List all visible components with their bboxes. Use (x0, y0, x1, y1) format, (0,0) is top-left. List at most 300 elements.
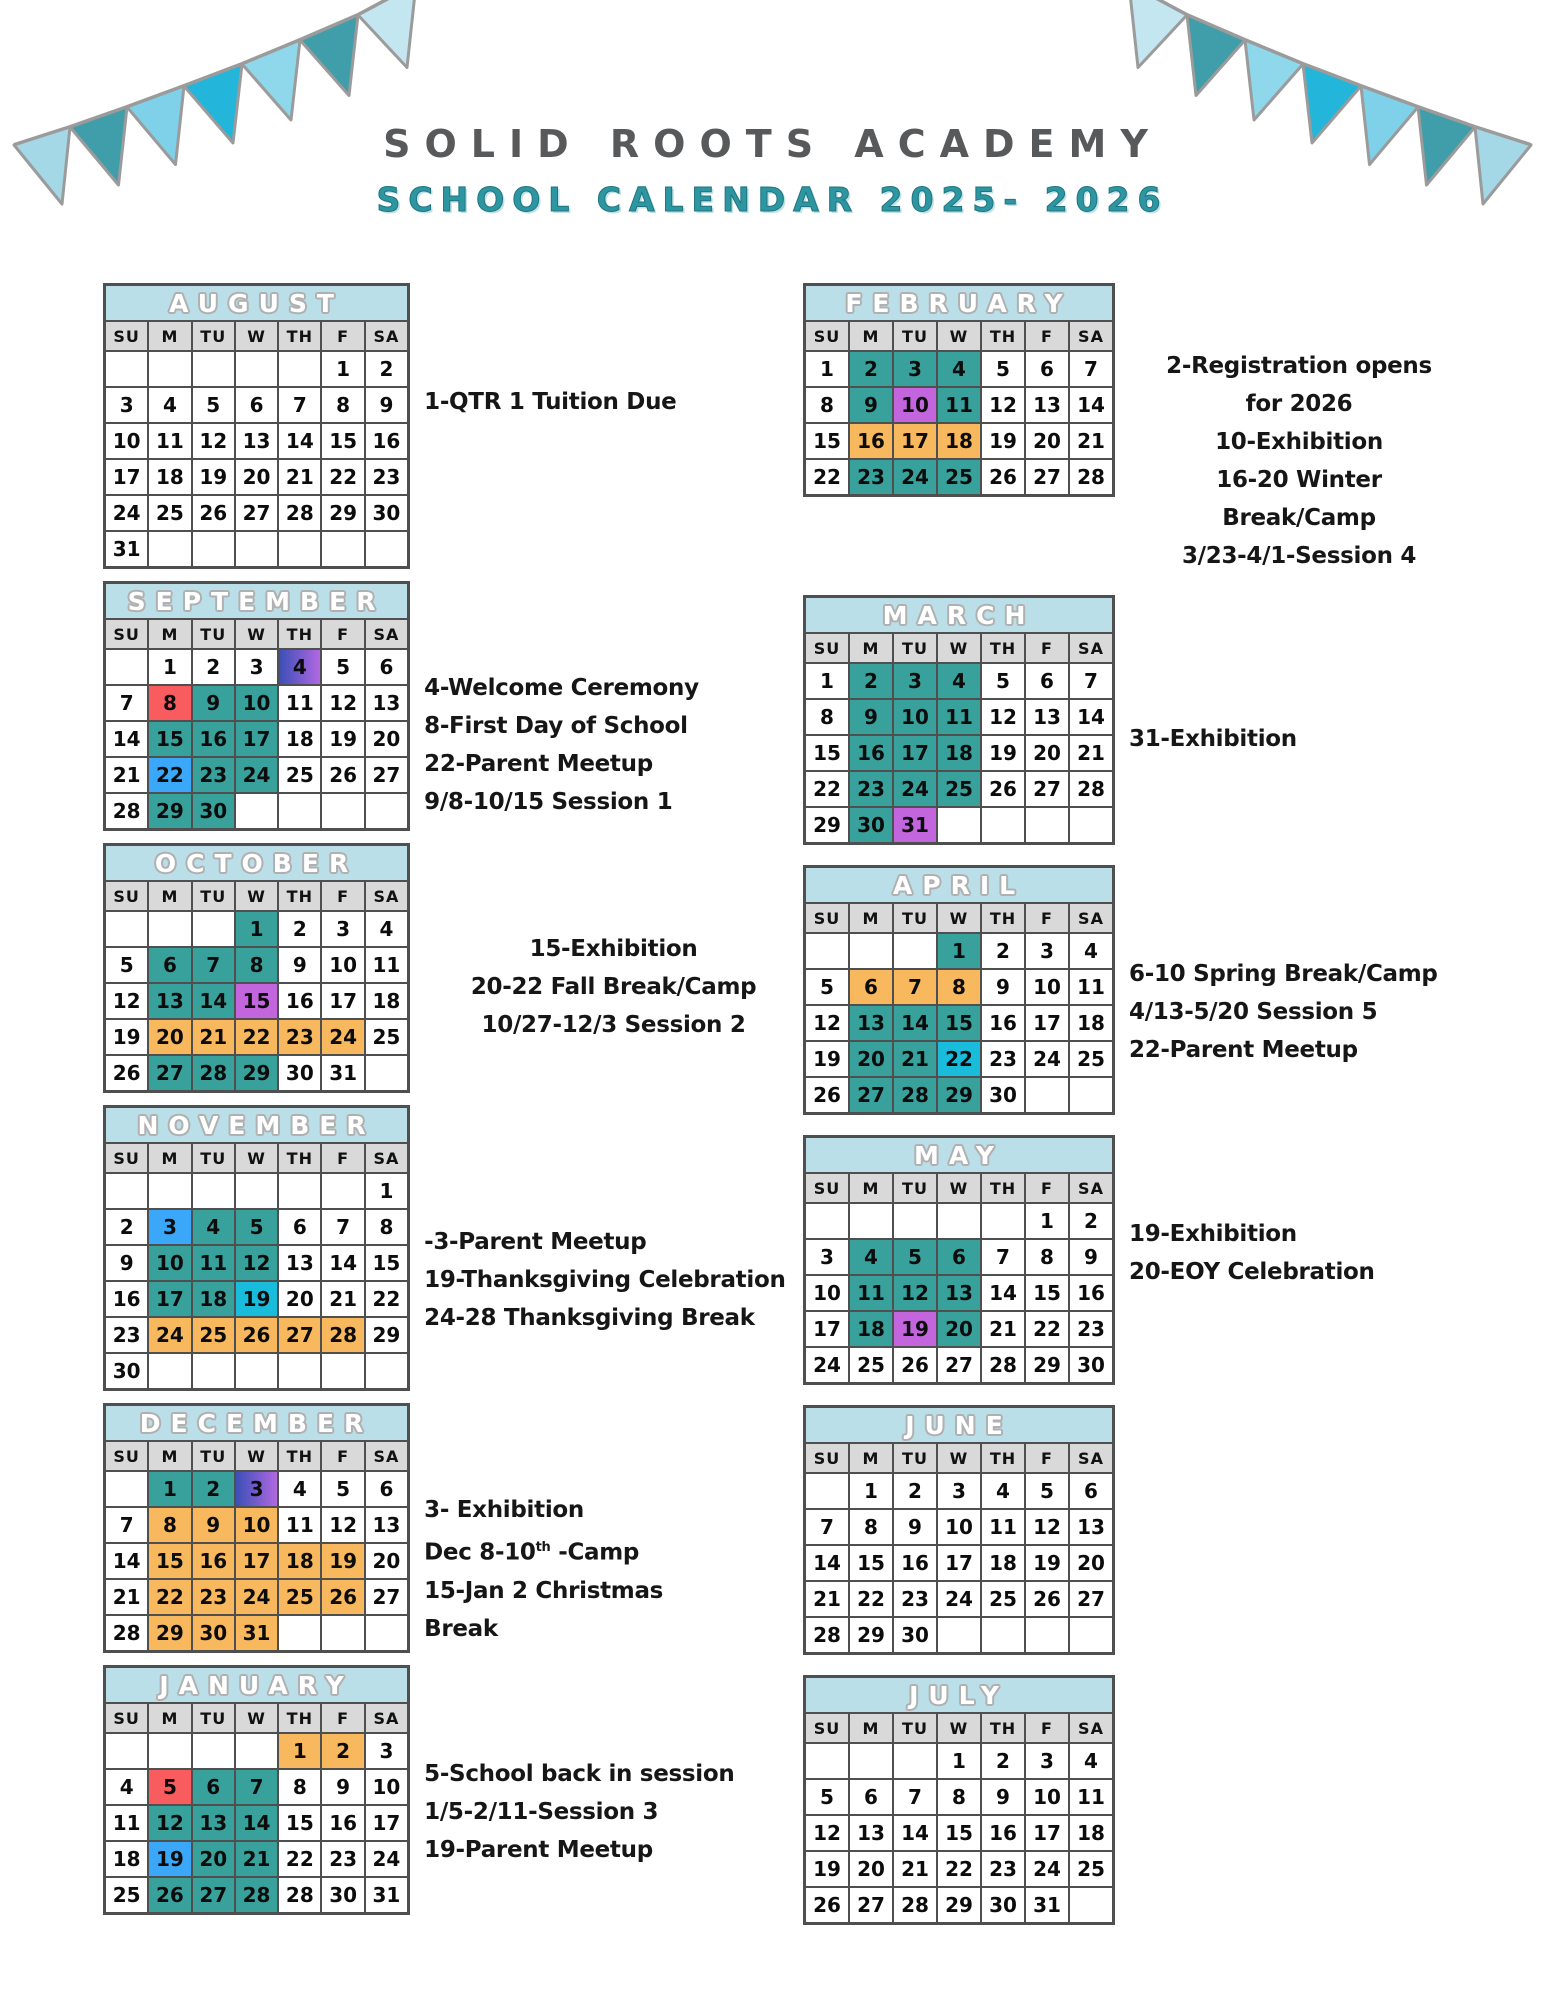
empty-day-cell (1069, 1617, 1114, 1654)
day-cell: 11 (981, 1509, 1025, 1545)
day-cell: 23 (321, 1841, 364, 1877)
month-april (803, 865, 1469, 1115)
annotation-line: 15-Exhibition (529, 936, 698, 962)
weekday-header: SU (105, 321, 149, 351)
day-cell: 13 (192, 1805, 235, 1841)
day-cell: 27 (365, 757, 409, 793)
annotation-line: 8-First Day of School (424, 713, 688, 739)
empty-day-cell (937, 1203, 981, 1239)
day-cell: 20 (1025, 423, 1069, 459)
day-cell: 16 (365, 423, 409, 459)
weekday-header: SA (365, 1441, 409, 1471)
month-november (103, 1105, 803, 1391)
day-cell: 11 (1069, 1779, 1114, 1815)
month-title: JANUARY (105, 1667, 409, 1704)
day-cell: 31 (105, 531, 149, 568)
day-cell: 4 (278, 1471, 321, 1507)
empty-day-cell (893, 1203, 937, 1239)
day-cell: 14 (321, 1245, 364, 1281)
month-annotations (424, 669, 803, 821)
day-cell: 2 (278, 911, 321, 947)
day-cell: 21 (235, 1841, 278, 1877)
empty-day-cell (1025, 807, 1069, 844)
day-cell: 20 (278, 1281, 321, 1317)
day-cell: 7 (893, 969, 937, 1005)
day-cell: 8 (148, 1507, 191, 1543)
day-cell: 15 (805, 735, 850, 771)
weekday-header: M (148, 1143, 191, 1173)
day-cell: 23 (278, 1019, 321, 1055)
day-cell: 11 (192, 1245, 235, 1281)
day-cell: 8 (937, 1779, 981, 1815)
day-cell: 9 (278, 947, 321, 983)
day-cell: 19 (105, 1019, 149, 1055)
empty-day-cell (805, 1743, 850, 1779)
month-annotations (1129, 347, 1469, 575)
day-cell: 13 (365, 1507, 409, 1543)
day-cell: 14 (278, 423, 321, 459)
weekday-header: SA (1069, 633, 1114, 663)
day-cell: 22 (148, 1579, 191, 1615)
annotation-line: for 2026 (1245, 391, 1353, 417)
day-cell: 20 (192, 1841, 235, 1877)
day-cell: 24 (1025, 1851, 1069, 1887)
day-cell: 2 (321, 1733, 364, 1769)
day-cell: 11 (278, 685, 321, 721)
empty-day-cell (893, 1743, 937, 1779)
month-annotations (1129, 1215, 1469, 1291)
day-cell: 4 (1069, 933, 1114, 969)
weekday-header: TU (192, 1441, 235, 1471)
day-cell: 14 (1069, 387, 1114, 423)
day-cell: 22 (937, 1851, 981, 1887)
day-cell: 12 (321, 685, 364, 721)
day-cell: 10 (235, 1507, 278, 1543)
day-cell: 2 (1069, 1203, 1114, 1239)
day-cell: 2 (105, 1209, 149, 1245)
weekday-header: W (937, 1173, 981, 1203)
annotation-line: 24-28 Thanksgiving Break (424, 1305, 755, 1331)
month-title: DECEMBER (105, 1405, 409, 1442)
day-cell: 16 (849, 735, 893, 771)
day-cell: 5 (981, 351, 1025, 387)
day-cell: 17 (365, 1805, 409, 1841)
day-cell: 18 (148, 459, 191, 495)
day-cell: 28 (321, 1317, 364, 1353)
day-cell: 8 (805, 387, 850, 423)
page-title: SOLID ROOTS ACADEMY (383, 122, 1162, 166)
weekday-header: TH (278, 881, 321, 911)
day-cell: 19 (235, 1281, 278, 1317)
month-annotations (424, 1223, 803, 1337)
day-cell: 29 (937, 1887, 981, 1924)
weekday-header: M (849, 1173, 893, 1203)
annotation-line: 19-Thanksgiving Celebration (424, 1267, 786, 1293)
empty-day-cell (148, 1733, 191, 1769)
weekday-header: M (849, 1443, 893, 1473)
day-cell: 16 (192, 721, 235, 757)
annotation-line: 6-10 Spring Break/Camp (1129, 961, 1438, 987)
weekday-header: M (148, 881, 191, 911)
weekday-header: SU (105, 881, 149, 911)
annotation-line: 15-Jan 2 Christmas (424, 1577, 664, 1604)
day-cell: 6 (365, 649, 409, 685)
weekday-header: W (235, 619, 278, 649)
day-cell: 15 (365, 1245, 409, 1281)
day-cell: 5 (235, 1209, 278, 1245)
day-cell: 22 (148, 757, 191, 793)
empty-day-cell (893, 933, 937, 969)
day-cell: 1 (365, 1173, 409, 1209)
weekday-header: M (148, 321, 191, 351)
annotation-line: Break/Camp (1222, 505, 1376, 531)
day-cell: 14 (235, 1805, 278, 1841)
day-cell: 3 (321, 911, 364, 947)
empty-day-cell (192, 1733, 235, 1769)
month-title: NOVEMBER (105, 1107, 409, 1144)
day-cell: 26 (805, 1887, 850, 1924)
month-october (103, 843, 803, 1093)
day-cell: 30 (192, 1615, 235, 1652)
day-cell: 7 (1069, 663, 1114, 699)
calendar-column-left (103, 283, 803, 1915)
calendar-table-december (103, 1403, 410, 1653)
day-cell: 28 (893, 1887, 937, 1924)
day-cell: 3 (365, 1733, 409, 1769)
empty-day-cell (1069, 807, 1114, 844)
day-cell: 26 (893, 1347, 937, 1384)
weekday-header: TU (192, 1703, 235, 1733)
day-cell: 7 (278, 387, 321, 423)
day-cell: 7 (981, 1239, 1025, 1275)
weekday-header: SU (805, 633, 850, 663)
day-cell: 19 (192, 459, 235, 495)
day-cell: 13 (937, 1275, 981, 1311)
day-cell: 29 (321, 495, 364, 531)
day-cell: 6 (235, 387, 278, 423)
day-cell: 8 (937, 969, 981, 1005)
month-title: MARCH (805, 597, 1114, 634)
day-cell: 13 (278, 1245, 321, 1281)
empty-day-cell (192, 351, 235, 387)
day-cell: 21 (105, 1579, 149, 1615)
day-cell: 28 (1069, 459, 1114, 496)
empty-day-cell (321, 793, 364, 830)
day-cell: 1 (235, 911, 278, 947)
day-cell: 10 (148, 1245, 191, 1281)
month-annotations (1129, 955, 1469, 1069)
day-cell: 1 (805, 351, 850, 387)
day-cell: 15 (849, 1545, 893, 1581)
day-cell: 27 (192, 1877, 235, 1914)
day-cell: 21 (105, 757, 149, 793)
empty-day-cell (148, 351, 191, 387)
day-cell: 30 (981, 1887, 1025, 1924)
day-cell: 7 (235, 1769, 278, 1805)
empty-day-cell (278, 1173, 321, 1209)
day-cell: 2 (849, 351, 893, 387)
day-cell: 12 (805, 1815, 850, 1851)
day-cell: 28 (105, 1615, 149, 1652)
day-cell: 18 (937, 423, 981, 459)
empty-day-cell (148, 1353, 191, 1390)
day-cell: 18 (105, 1841, 149, 1877)
annotation-line: 19-Parent Meetup (424, 1837, 653, 1863)
day-cell: 20 (235, 459, 278, 495)
day-cell: 29 (365, 1317, 409, 1353)
weekday-header: F (1025, 1713, 1069, 1743)
day-cell: 30 (278, 1055, 321, 1092)
day-cell: 12 (321, 1507, 364, 1543)
weekday-header: M (148, 1703, 191, 1733)
day-cell: 3 (805, 1239, 850, 1275)
day-cell: 1 (148, 649, 191, 685)
day-cell: 4 (937, 351, 981, 387)
weekday-header: SU (805, 1443, 850, 1473)
day-cell: 29 (148, 793, 191, 830)
day-cell: 22 (937, 1041, 981, 1077)
day-cell: 20 (937, 1311, 981, 1347)
weekday-header: TU (893, 1173, 937, 1203)
weekday-header: SU (805, 1713, 850, 1743)
day-cell: 10 (105, 423, 149, 459)
day-cell: 15 (321, 423, 364, 459)
day-cell: 12 (235, 1245, 278, 1281)
day-cell: 21 (893, 1041, 937, 1077)
weekday-header: F (321, 321, 364, 351)
day-cell: 23 (981, 1041, 1025, 1077)
weekday-header: TH (278, 619, 321, 649)
day-cell: 10 (805, 1275, 850, 1311)
day-cell: 21 (893, 1851, 937, 1887)
empty-day-cell (321, 531, 364, 568)
day-cell: 13 (849, 1005, 893, 1041)
day-cell: 12 (981, 699, 1025, 735)
weekday-header: SA (365, 1143, 409, 1173)
day-cell: 6 (278, 1209, 321, 1245)
day-cell: 25 (192, 1317, 235, 1353)
day-cell: 23 (192, 757, 235, 793)
day-cell: 21 (1069, 735, 1114, 771)
day-cell: 31 (235, 1615, 278, 1652)
day-cell: 26 (192, 495, 235, 531)
day-cell: 17 (1025, 1005, 1069, 1041)
empty-day-cell (192, 1353, 235, 1390)
day-cell: 4 (365, 911, 409, 947)
day-cell: 17 (105, 459, 149, 495)
empty-day-cell (849, 933, 893, 969)
day-cell: 24 (235, 1579, 278, 1615)
day-cell: 9 (1069, 1239, 1114, 1275)
weekday-header: F (321, 1441, 364, 1471)
weekday-header: F (321, 1703, 364, 1733)
day-cell: 23 (1069, 1311, 1114, 1347)
empty-day-cell (278, 1615, 321, 1652)
day-cell: 14 (105, 721, 149, 757)
day-cell: 27 (1069, 1581, 1114, 1617)
empty-day-cell (1069, 1077, 1114, 1114)
weekday-header: SA (365, 321, 409, 351)
day-cell: 21 (981, 1311, 1025, 1347)
calendar-table-may (803, 1135, 1115, 1385)
month-title: JULY (805, 1677, 1114, 1714)
day-cell: 31 (321, 1055, 364, 1092)
day-cell: 3 (893, 663, 937, 699)
day-cell: 2 (981, 1743, 1025, 1779)
annotation-line: 20-EOY Celebration (1129, 1259, 1375, 1285)
empty-day-cell (105, 649, 149, 685)
day-cell: 19 (805, 1041, 850, 1077)
day-cell: 21 (192, 1019, 235, 1055)
empty-day-cell (805, 1203, 850, 1239)
empty-day-cell (365, 531, 409, 568)
day-cell: 26 (148, 1877, 191, 1914)
annotation-line: Break (424, 1615, 498, 1642)
day-cell: 24 (235, 757, 278, 793)
day-cell: 5 (805, 1779, 850, 1815)
calendar-column-right (803, 283, 1469, 1925)
day-cell: 14 (893, 1815, 937, 1851)
weekday-header: SA (365, 881, 409, 911)
day-cell: 3 (1025, 933, 1069, 969)
day-cell: 14 (981, 1275, 1025, 1311)
annotation-line: 1/5-2/11-Session 3 (424, 1799, 659, 1825)
empty-day-cell (235, 531, 278, 568)
empty-day-cell (192, 531, 235, 568)
annotation-line: -3-Parent Meetup (424, 1229, 647, 1255)
day-cell: 22 (321, 459, 364, 495)
day-cell: 17 (893, 423, 937, 459)
day-cell: 28 (981, 1347, 1025, 1384)
weekday-header: W (235, 1441, 278, 1471)
day-cell: 4 (105, 1769, 149, 1805)
day-cell: 24 (937, 1581, 981, 1617)
day-cell: 21 (278, 459, 321, 495)
empty-day-cell (235, 351, 278, 387)
day-cell: 30 (893, 1617, 937, 1654)
day-cell: 27 (235, 495, 278, 531)
day-cell: 20 (849, 1851, 893, 1887)
annotation-line: 3- Exhibition (424, 1497, 584, 1523)
day-cell: 25 (937, 459, 981, 496)
day-cell: 23 (893, 1581, 937, 1617)
day-cell: 5 (105, 947, 149, 983)
day-cell: 13 (1025, 387, 1069, 423)
weekday-header: TH (981, 903, 1025, 933)
empty-day-cell (235, 1353, 278, 1390)
day-cell: 19 (321, 1543, 364, 1579)
calendar-table-march (803, 595, 1115, 845)
day-cell: 10 (893, 699, 937, 735)
day-cell: 27 (1025, 459, 1069, 496)
empty-day-cell (849, 1743, 893, 1779)
day-cell: 20 (849, 1041, 893, 1077)
month-annotations (424, 930, 803, 1044)
day-cell: 14 (805, 1545, 850, 1581)
day-cell: 17 (893, 735, 937, 771)
day-cell: 15 (235, 983, 278, 1019)
day-cell: 28 (278, 495, 321, 531)
day-cell: 30 (192, 793, 235, 830)
empty-day-cell (981, 1617, 1025, 1654)
empty-day-cell (192, 1173, 235, 1209)
day-cell: 16 (105, 1281, 149, 1317)
day-cell: 26 (981, 459, 1025, 496)
day-cell: 11 (365, 947, 409, 983)
day-cell: 27 (937, 1347, 981, 1384)
day-cell: 25 (365, 1019, 409, 1055)
day-cell: 23 (981, 1851, 1025, 1887)
day-cell: 19 (1025, 1545, 1069, 1581)
day-cell: 25 (278, 1579, 321, 1615)
page-subtitle: SCHOOL CALENDAR 2025- 2026 (376, 180, 1169, 219)
weekday-header: SU (105, 619, 149, 649)
day-cell: 23 (365, 459, 409, 495)
day-cell: 12 (893, 1275, 937, 1311)
day-cell: 27 (849, 1077, 893, 1114)
empty-day-cell (321, 1353, 364, 1390)
day-cell: 6 (192, 1769, 235, 1805)
day-cell: 5 (148, 1769, 191, 1805)
empty-day-cell (805, 933, 850, 969)
weekday-header: F (1025, 903, 1069, 933)
month-september (103, 581, 803, 831)
annotation-line: 16-20 Winter (1216, 467, 1382, 493)
weekday-header: TU (192, 1143, 235, 1173)
day-cell: 11 (849, 1275, 893, 1311)
weekday-header: SU (805, 1173, 850, 1203)
day-cell: 22 (278, 1841, 321, 1877)
day-cell: 24 (105, 495, 149, 531)
day-cell: 7 (1069, 351, 1114, 387)
day-cell: 27 (278, 1317, 321, 1353)
day-cell: 2 (849, 663, 893, 699)
empty-day-cell (981, 1203, 1025, 1239)
day-cell: 15 (148, 1543, 191, 1579)
weekday-header: F (1025, 321, 1069, 351)
day-cell: 10 (893, 387, 937, 423)
day-cell: 18 (1069, 1815, 1114, 1851)
day-cell: 3 (105, 387, 149, 423)
day-cell: 9 (981, 1779, 1025, 1815)
day-cell: 25 (148, 495, 191, 531)
calendar-table-november (103, 1105, 410, 1391)
day-cell: 16 (278, 983, 321, 1019)
day-cell: 28 (893, 1077, 937, 1114)
weekday-header: TH (981, 321, 1025, 351)
day-cell: 28 (1069, 771, 1114, 807)
month-title: MAY (805, 1137, 1114, 1174)
day-cell: 10 (365, 1769, 409, 1805)
day-cell: 11 (937, 387, 981, 423)
day-cell: 25 (937, 771, 981, 807)
day-cell: 16 (192, 1543, 235, 1579)
day-cell: 5 (893, 1239, 937, 1275)
day-cell: 13 (1025, 699, 1069, 735)
day-cell: 16 (321, 1805, 364, 1841)
day-cell: 28 (192, 1055, 235, 1092)
day-cell: 17 (321, 983, 364, 1019)
empty-day-cell (937, 807, 981, 844)
annotation-line: 22-Parent Meetup (1129, 1037, 1358, 1063)
day-cell: 6 (937, 1239, 981, 1275)
weekday-header: SA (1069, 1713, 1114, 1743)
day-cell: 30 (1069, 1347, 1114, 1384)
day-cell: 21 (1069, 423, 1114, 459)
day-cell: 25 (105, 1877, 149, 1914)
day-cell: 19 (981, 423, 1025, 459)
day-cell: 12 (192, 423, 235, 459)
